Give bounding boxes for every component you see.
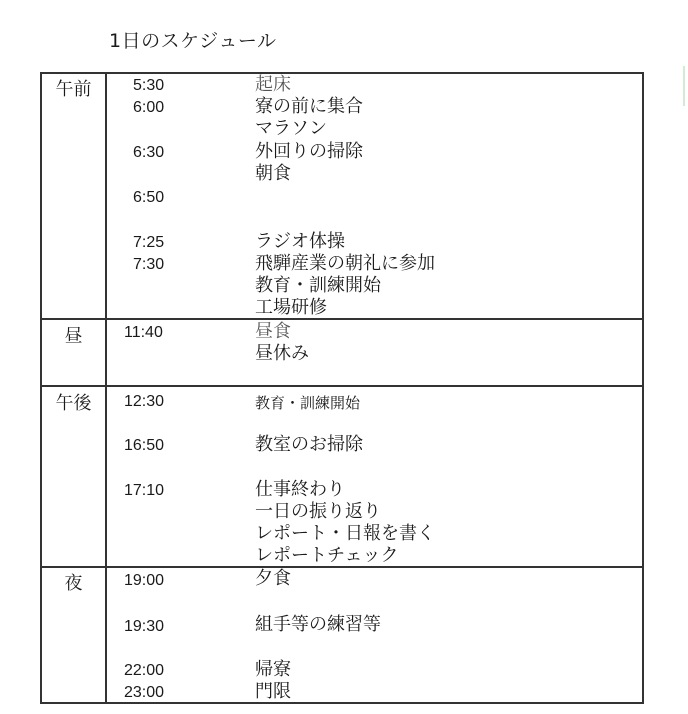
time-label: 7:30 [133,256,165,273]
activity: ラジオ体操 [255,231,345,252]
activity: 起床 [255,74,291,95]
row-divider-afternoon [40,385,644,387]
period-noon: 昼 [64,326,83,347]
activity: レポートチェック [255,545,399,566]
activity: 教室のお掃除 [255,434,363,455]
column-divider [105,72,107,704]
time-label: 17:10 [124,482,165,499]
time-label: 16:50 [124,437,165,454]
activity: 門限 [255,681,291,702]
activity: 寮の前に集合 [255,96,363,117]
period-night: 夜 [64,573,83,594]
activity: 帰寮 [255,659,291,680]
time-label: 11:40 [124,324,163,341]
time-label: 6:50 [133,189,165,206]
time-label: 19:00 [124,572,165,589]
time-label: 7:25 [133,234,165,251]
time-label: 6:30 [133,144,165,161]
time-label: 19:30 [124,618,165,635]
activity: 夕食 [255,568,291,589]
activity: マラソン [255,118,327,139]
activity: 昼食 [255,321,291,342]
time-label: 5:30 [133,77,165,94]
activity: 教育・訓練開始 [255,394,361,412]
schedule-table [40,72,644,704]
activity: 仕事終わり [255,479,345,500]
period-afternoon: 午後 [55,393,92,414]
activity: 一日の振り返り [255,501,381,522]
activity: 教育・訓練開始 [255,275,381,296]
time-label: 6:00 [133,99,165,116]
time-label: 22:00 [124,662,165,679]
activity: 組手等の練習等 [255,614,381,635]
activity: 工場研修 [255,297,327,318]
activity: レポート・日報を書く [255,523,435,544]
activity: 昼休み [255,343,309,364]
row-divider-noon [40,318,644,320]
time-label: 12:30 [124,393,165,410]
period-morning: 午前 [55,79,92,100]
time-label: 23:00 [124,684,165,701]
activity: 飛騨産業の朝礼に参加 [255,253,435,274]
page-title: 1日のスケジュール [109,30,277,52]
activity: 朝食 [255,163,291,184]
scan-edge-mark [683,66,685,106]
activity: 外回りの掃除 [255,141,363,162]
